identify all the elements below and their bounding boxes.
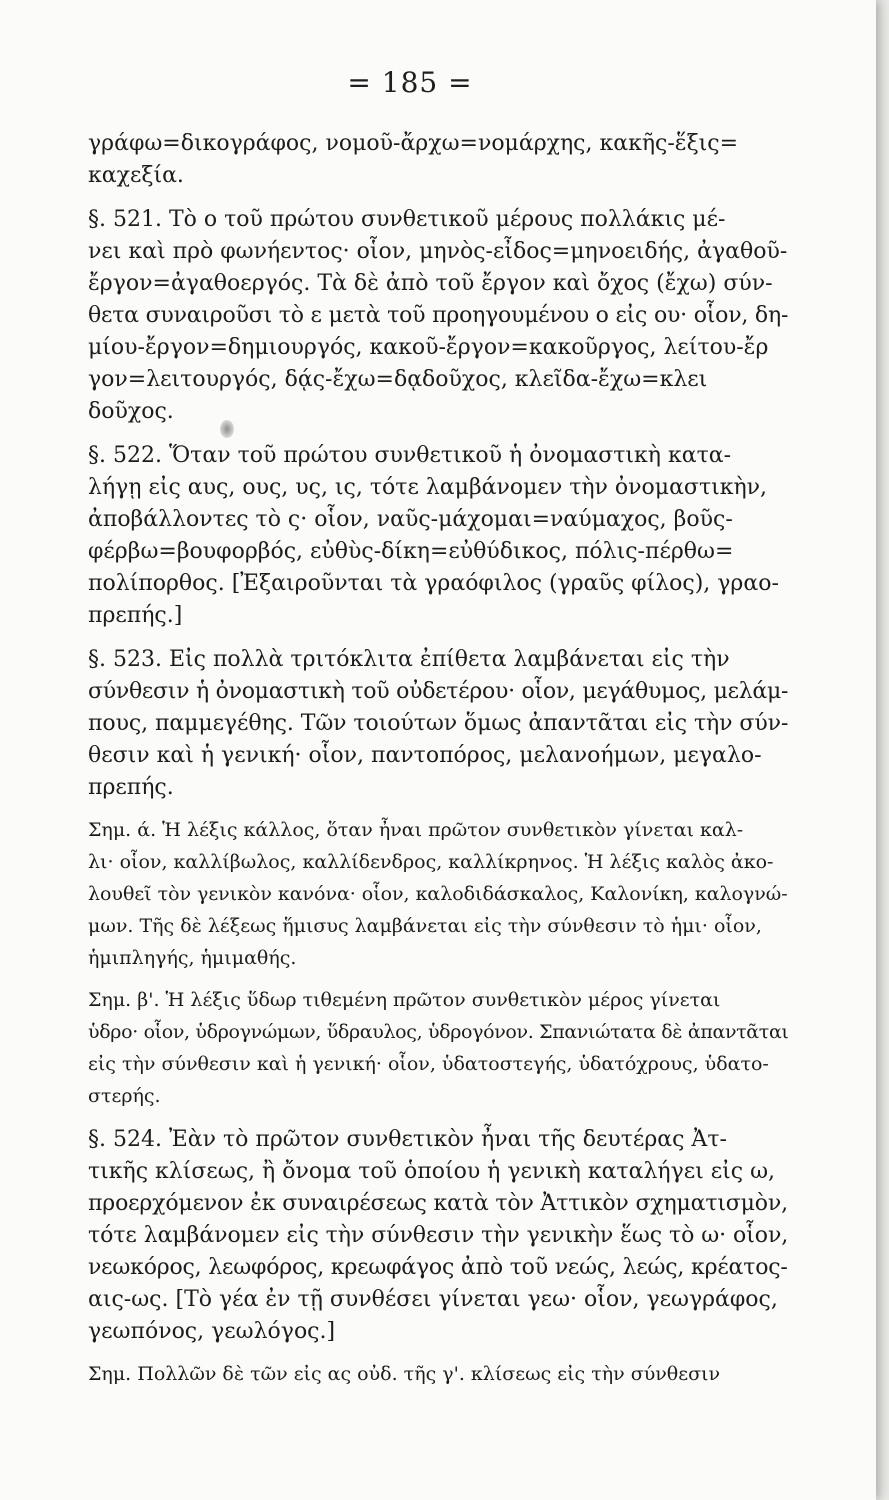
text-line: καχεξία. <box>88 163 184 188</box>
text-line: φέρβω=βουφορβός, εὐθὺς-δίκη=εὐθύδικος, πόλις-πέρθω= <box>88 539 734 564</box>
text-line: πους, παμμεγέθης. Τῶν τοιούτων ὅμως ἀπαντᾶται εἰς τὴν σύν- <box>88 711 789 736</box>
text-line: ἔργον=ἀγαθοεργός. Τὰ δὲ ἀπὸ τοῦ ἔργον καὶ ὄχος (ἔχω) σύν- <box>88 271 773 296</box>
text-line: προερχόμενον ἐκ συναιρέσεως κατὰ τὸν Ἀττικὸν σχηματισμὸν, <box>88 1191 788 1216</box>
text-line: Σημ. Πολλῶν δὲ τῶν εἰς ας οὐδ. τῆς γ'. κλίσεως εἰς τὴν σύνθεσιν <box>88 1363 721 1385</box>
text-line: Σημ. ά. Ἡ λέξις κάλλος, ὅταν ἦναι πρῶτον συνθετικὸν γίνεται καλ- <box>88 819 744 841</box>
text-line: μων. Τῆς δὲ λέξεως ἥμισυς λαμβάνεται εἰς τὴν σύνθεσιν τὸ ἡμι· οἷον, <box>88 915 762 937</box>
text-line: πολίπορθος. [Ἐξαιροῦνται τὰ γραόφιλος (γραῦς φίλος), γραο- <box>88 571 779 596</box>
text-line: σύνθεσιν ἡ ὀνομαστικὴ τοῦ οὐδετέρου· οἷον, μεγάθυμος, μελάμ- <box>88 679 789 704</box>
text-line: λουθεῖ τὸν γενικὸν κανόνα· οἷον, καλοδιδάσκαλος, Καλονίκη, καλογνώ- <box>88 883 788 905</box>
text-line: §. 522. Ὅταν τοῦ πρώτου συνθετικοῦ ἡ ὀνομαστικὴ κατα- <box>88 443 732 468</box>
text-line: τικῆς κλίσεως, ἢ ὄνομα τοῦ ὁποίου ἡ γενικὴ καταλήγει εἰς ω, <box>88 1159 776 1184</box>
body-text <box>88 128 788 1390</box>
text-line: πρεπής.] <box>88 603 183 628</box>
text-line: ἡμιπληγής, ἡμιμαθής. <box>88 947 297 969</box>
text-line: νεωκόρος, λεωφόρος, κρεωφάγος ἀπὸ τοῦ νεώς, λεώς, κρέατος- <box>88 1255 788 1280</box>
text-line: αις-ως. [Τὸ γέα ἐν τῇ συνθέσει γίνεται γεω· οἷον, γεωγράφος, <box>88 1287 778 1312</box>
text-line: νει καὶ πρὸ φωνήεντος· οἷον, μηνὸς-εἶδος=μηνοειδής, ἀγαθοῦ- <box>88 239 788 264</box>
text-line: θεσιν καὶ ἡ γενική· οἷον, παντοπόρος, μελανοήμων, μεγαλο- <box>88 743 762 768</box>
text-line: λι· οἷον, καλλίβωλος, καλλίδενδρος, καλλίκρηνος. Ἡ λέξις καλὸς ἀκο- <box>88 851 774 873</box>
text-line: §. 521. Τὸ ο τοῦ πρώτου συνθετικοῦ μέρους πολλάκις μέ- <box>88 207 726 232</box>
text-line: μίου-ἔργον=δημιουργός, κακοῦ-ἔργον=κακοῦργος, λείτου-ἔρ <box>88 335 769 360</box>
text-line: ἀποβάλλοντες τὸ ς· οἷον, ναῦς-μάχομαι=ναύμαχος, βοῦς- <box>88 507 733 532</box>
text-line: λήγῃ εἰς αυς, ους, υς, ις, τότε λαμβάνομεν τὴν ὀνομαστικὴν, <box>88 475 768 500</box>
text-line: θετα συναιροῦσι τὸ ε μετὰ τοῦ προηγουμένου ο εἰς ου· οἷον, δη- <box>88 303 789 328</box>
text-line: Σημ. β'. Ἡ λέξις ὕδωρ τιθεμένη πρῶτον συνθετικὸν μέρος γίνεται <box>88 989 721 1011</box>
text-line: γράφω=δικογράφος, νομοῦ-ἄρχω=νομάρχης, κακῆς-ἕξις= <box>88 131 739 156</box>
text-line: §. 524. Ἐὰν τὸ πρῶτον συνθετικὸν ἦναι τῆς δευτέρας Ἀτ- <box>88 1127 727 1152</box>
text-line: τότε λαμβάνομεν εἰς τὴν σύνθεσιν τὴν γενικὴν ἕως τὸ ω· οἷον, <box>88 1223 789 1248</box>
text-line: ὑδρο· οἷον, ὑδρογνώμων, ὕδραυλος, ὑδρογόνον. Σπανιώτατα δὲ ἀπαντᾶται <box>88 1021 789 1043</box>
text-line: δοῦχος. <box>88 399 174 424</box>
text-line: γεωπόνος, γεωλόγος.] <box>88 1319 336 1344</box>
text-line: γον=λειτουργός, δᾴς-ἔχω=δᾳδοῦχος, κλεῖδα-ἔχω=κλει <box>88 367 708 392</box>
text-line: εἰς τὴν σύνθεσιν καὶ ἡ γενική· οἷον, ὑδατοστεγής, ὑδατόχρους, ὑδατο- <box>88 1053 769 1075</box>
page-number: = 185 = <box>347 66 473 99</box>
text-line: πρεπής. <box>88 775 174 800</box>
text-line: §. 523. Εἰς πολλὰ τριτόκλιτα ἐπίθετα λαμβάνεται εἰς τὴν <box>88 647 730 672</box>
text-line: στερής. <box>88 1085 161 1107</box>
